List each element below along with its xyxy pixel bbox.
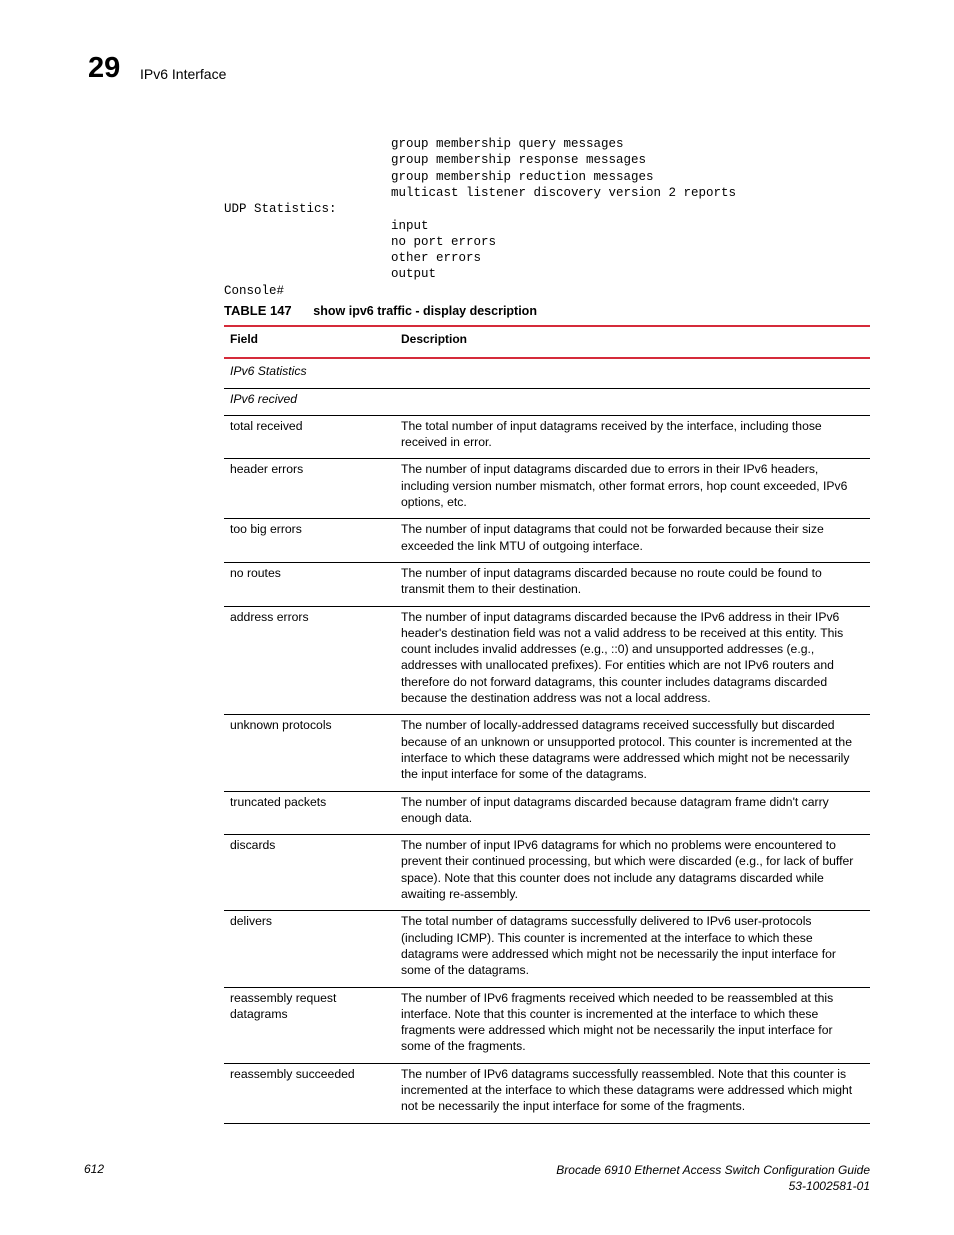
table-row — [224, 1063, 870, 1123]
code-text: no port errors — [391, 234, 497, 249]
code-text: multicast listener discovery version 2 reports — [391, 185, 737, 200]
table-header-row — [224, 326, 870, 358]
description-cell: The total number of input datagrams received by the interface, including those received in error. — [401, 418, 822, 450]
doc-number: 53-1002581-01 — [788, 1179, 870, 1193]
description-cell: The number of input datagrams discarded due to errors in their IPv6 headers, including version number mismatch, other format errors, hop count exceeded, IPv6 options, etc. — [401, 462, 848, 510]
footer-doc-info — [556, 1162, 870, 1194]
description-cell — [395, 358, 870, 388]
header-description: Description — [401, 332, 468, 346]
description-cell: The number of IPv6 fragments received which needed to be reassembled at this interface. Note that this counter is incremented at the interface to which these fragments were addressed which might not be necessarily the input interface for some of the fragments. — [401, 990, 834, 1054]
doc-title: Brocade 6910 Ethernet Access Switch Configuration Guide — [556, 1163, 870, 1177]
table-row — [224, 358, 870, 388]
description-cell — [395, 388, 870, 415]
code-label: UDP Statistics: — [224, 202, 337, 217]
table-row — [224, 987, 870, 1063]
code-text: other errors — [391, 251, 482, 266]
field-cell: delivers — [230, 914, 272, 929]
table-row — [224, 911, 870, 987]
description-cell: The number of input datagrams discarded because the IPv6 address in their IPv6 header's destination field was not a valid address to be received at this entity. This count includes invalid addresses (e.g., ::0) and unsupported addresses (e.g., addresses with unallocated prefixes). For entities which are not IPv6 routers and therefore do not forward datagrams, this counter includes datagrams discarded because the destination address was not a local address. — [401, 609, 844, 706]
page-number: 612 — [84, 1162, 105, 1176]
code-text: input — [391, 218, 429, 233]
table-label: TABLE 147 — [224, 303, 292, 318]
table-row — [224, 606, 870, 715]
field-cell: reassembly request datagrams — [230, 990, 337, 1021]
field-cell: too big errors — [230, 522, 302, 537]
field-cell: discards — [230, 838, 276, 853]
table-row — [224, 388, 870, 415]
code-text: group membership query messages — [391, 137, 624, 151]
field-cell: header errors — [230, 462, 304, 477]
field-cell: truncated packets — [230, 794, 327, 809]
code-label: Console# — [224, 283, 285, 298]
table-title: show ipv6 traffic - display description — [313, 304, 537, 318]
field-cell: no routes — [230, 565, 281, 580]
table-row — [224, 562, 870, 606]
table-caption — [224, 303, 537, 318]
code-line — [224, 283, 284, 299]
description-cell: The number of input datagrams that could not be forwarded because their size exceeded the link MTU of outgoing interface. — [401, 522, 824, 553]
description-cell: The number of input IPv6 datagrams for which no problems were encountered to prevent their continued processing, but which were discarded (e.g., for lack of buffer space). Note that this counter does not include any datagrams discarded while awaiting re-assembly. — [401, 838, 854, 902]
description-cell: The number of locally-addressed datagrams received successfully but discarded because of an unknown or unsupported protocol. This counter is incremented at the interface to which these datagrams were addressed which might not be necessarily the input interface for some of the datagrams. — [401, 718, 852, 782]
table-row — [224, 791, 870, 835]
code-text: output — [391, 267, 437, 282]
field-cell: address errors — [230, 609, 309, 624]
code-line — [224, 201, 337, 217]
chapter-title: IPv6 Interface — [140, 66, 227, 82]
description-cell: The number of IPv6 datagrams successfully reassembled. Note that this counter is incremented at the interface to which these datagrams were addressed which might not be necessarily the input interface for some of the fragments. — [401, 1066, 853, 1114]
chapter-number: 29 — [88, 52, 121, 84]
table-row — [224, 519, 870, 563]
table-row — [224, 415, 870, 459]
table-row — [224, 835, 870, 911]
field-cell: reassembly succeeded — [230, 1066, 355, 1081]
field-cell: IPv6 Statistics — [230, 364, 307, 379]
table-row — [224, 715, 870, 791]
field-cell: unknown protocols — [230, 718, 332, 733]
description-cell: The number of input datagrams discarded because datagram frame didn't carry enough data. — [401, 794, 829, 825]
header-field: Field — [230, 332, 259, 346]
field-cell: IPv6 recived — [230, 391, 298, 406]
code-text: group membership response messages — [391, 153, 647, 168]
code-text: group membership reduction messages — [391, 169, 654, 184]
table-row — [224, 459, 870, 519]
description-cell: The total number of datagrams successfully delivered to IPv6 user-protocols (including ICMP). This counter is incremented at the interface to which these datagrams were addressed which might not be necessarily the input interface for some of the datagrams. — [401, 914, 836, 978]
description-table — [224, 325, 870, 1124]
field-cell: total received — [230, 418, 303, 433]
description-cell: The number of input datagrams discarded because no route could be found to transmit them to their destination. — [401, 565, 822, 597]
